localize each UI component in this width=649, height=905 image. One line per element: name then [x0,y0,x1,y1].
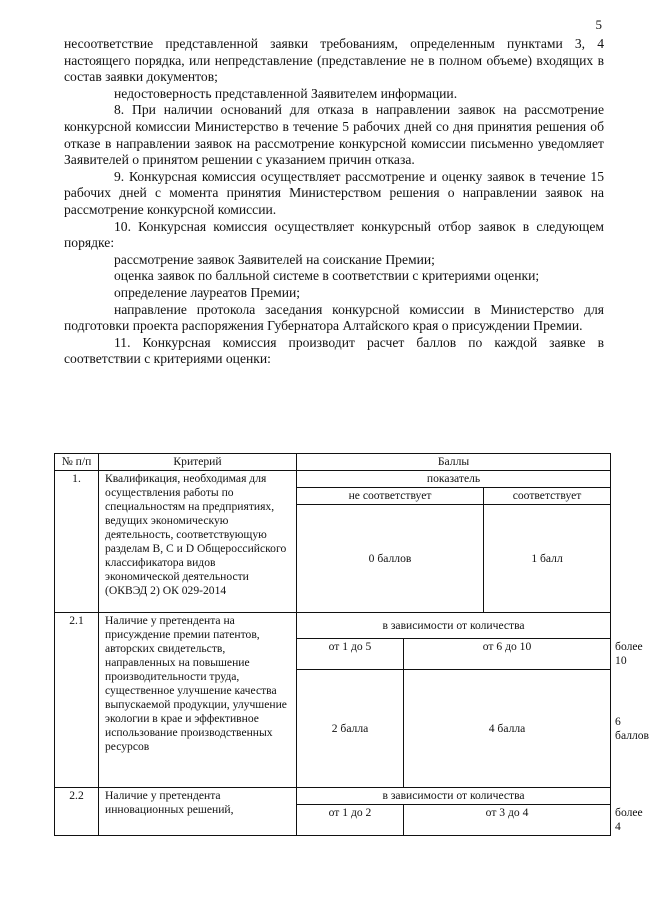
paragraph-mismatch: несоответствие представленной заявки требованиям, определенным пунктами 3, 4 настоящего порядка, или непредставление (представление не в полном объеме) входящих в состав заявки документов; [64,36,604,85]
paragraph-item-9: 9. Конкурсная комиссия осуществляет рассмотрение и оценку заявок в течение 15 рабочих дней с момента принятия Министерством решения о направлении заявок на рассмотрение конкурсной комиссии. [64,168,604,217]
depends-label-2: в зависимости от количества [297,788,611,805]
points-2: 2 балла [297,670,404,788]
table-row [55,613,611,639]
paragraph-item-10: 10. Конкурсная комиссия осуществляет конкурсный отбор заявок в следующем порядке: [64,218,604,251]
criteria-table [54,453,649,836]
points-4: 4 балла [404,670,611,788]
paragraph-item-11: 11. Конкурсная комиссия производит расчет баллов по каждой заявке в соответствии с критериями оценки: [64,334,604,367]
criterion-innovations: Наличие у претендента инновационных решений, [99,788,297,836]
table-header-row [55,454,611,471]
range-1-2: от 1 до 2 [297,805,404,836]
paragraph-review: рассмотрение заявок Заявителей на соискание Премии; [114,251,435,267]
criterion-patents: Наличие у претендента на присуждение премии патентов, авторских свидетельств, направленных на повышение производительности труда, существенное улучшение качества выпускаемой продукции, улучшение экологии в крае и эффективное использование производственных ресурсов [99,613,297,788]
no-match-label: не соответствует [297,488,484,505]
match-points: 1 балл [484,505,611,613]
row-num-1: 1. [55,471,99,613]
match-label: соответствует [484,488,611,505]
paragraph-scoring: оценка заявок по балльной системе в соответствии с критериями оценки; [114,268,540,284]
indicator-label: показатель [297,471,611,488]
range-3-4: от 3 до 4 [404,805,611,836]
table-row [55,471,611,488]
body-text [64,36,604,368]
no-match-points: 0 баллов [297,505,484,613]
table-row: от 1 до 5 от 6 до 10 более 10 [55,639,611,670]
header-criterion: Критерий [99,454,297,471]
page-number: 5 [595,17,602,32]
header-num: № п/п [55,454,99,471]
paragraph-item-8: 8. При наличии оснований для отказа в направлении заявок на рассмотрение конкурсной комиссии Министерство в течение 5 рабочих дней со дня принятия решения об отказе в направлении заявок на рассмотрение конкурсной комиссии письменно уведомляет Заявителей о принятом решении с указанием причин отказа. [64,102,604,168]
criterion-qualification: Квалификация, необходимая для осуществления работы по специальностям на предприятиях, ведущих экономическую деятельность, соответствующую разделам B, C и D Общероссийского классификатора видов экономической деятельности (ОКВЭД 2) ОК 029-2014 [99,471,297,613]
table-row [55,788,611,805]
depends-label: в зависимости от количества [297,613,611,639]
row-num-2-2: 2.2 [55,788,99,836]
paragraph-unreliable-info: недостоверность представленной Заявителем информации. [114,85,458,101]
paragraph-laureates: определение лауреатов Премии; [114,284,301,300]
paragraph-protocol: направление протокола заседания конкурсной комиссии в Министерство для подготовки проекта распоряжения Губернатора Алтайского края о присуждении Премии. [64,301,604,334]
range-1-5: от 1 до 5 [297,639,404,670]
table-row: 2 балла 4 балла 6 баллов [55,670,611,788]
header-points: Баллы [297,454,611,471]
row-num-2-1: 2.1 [55,613,99,788]
range-6-10: от 6 до 10 [404,639,611,670]
table-row: от 1 до 2 от 3 до 4 более 4 [55,805,611,836]
